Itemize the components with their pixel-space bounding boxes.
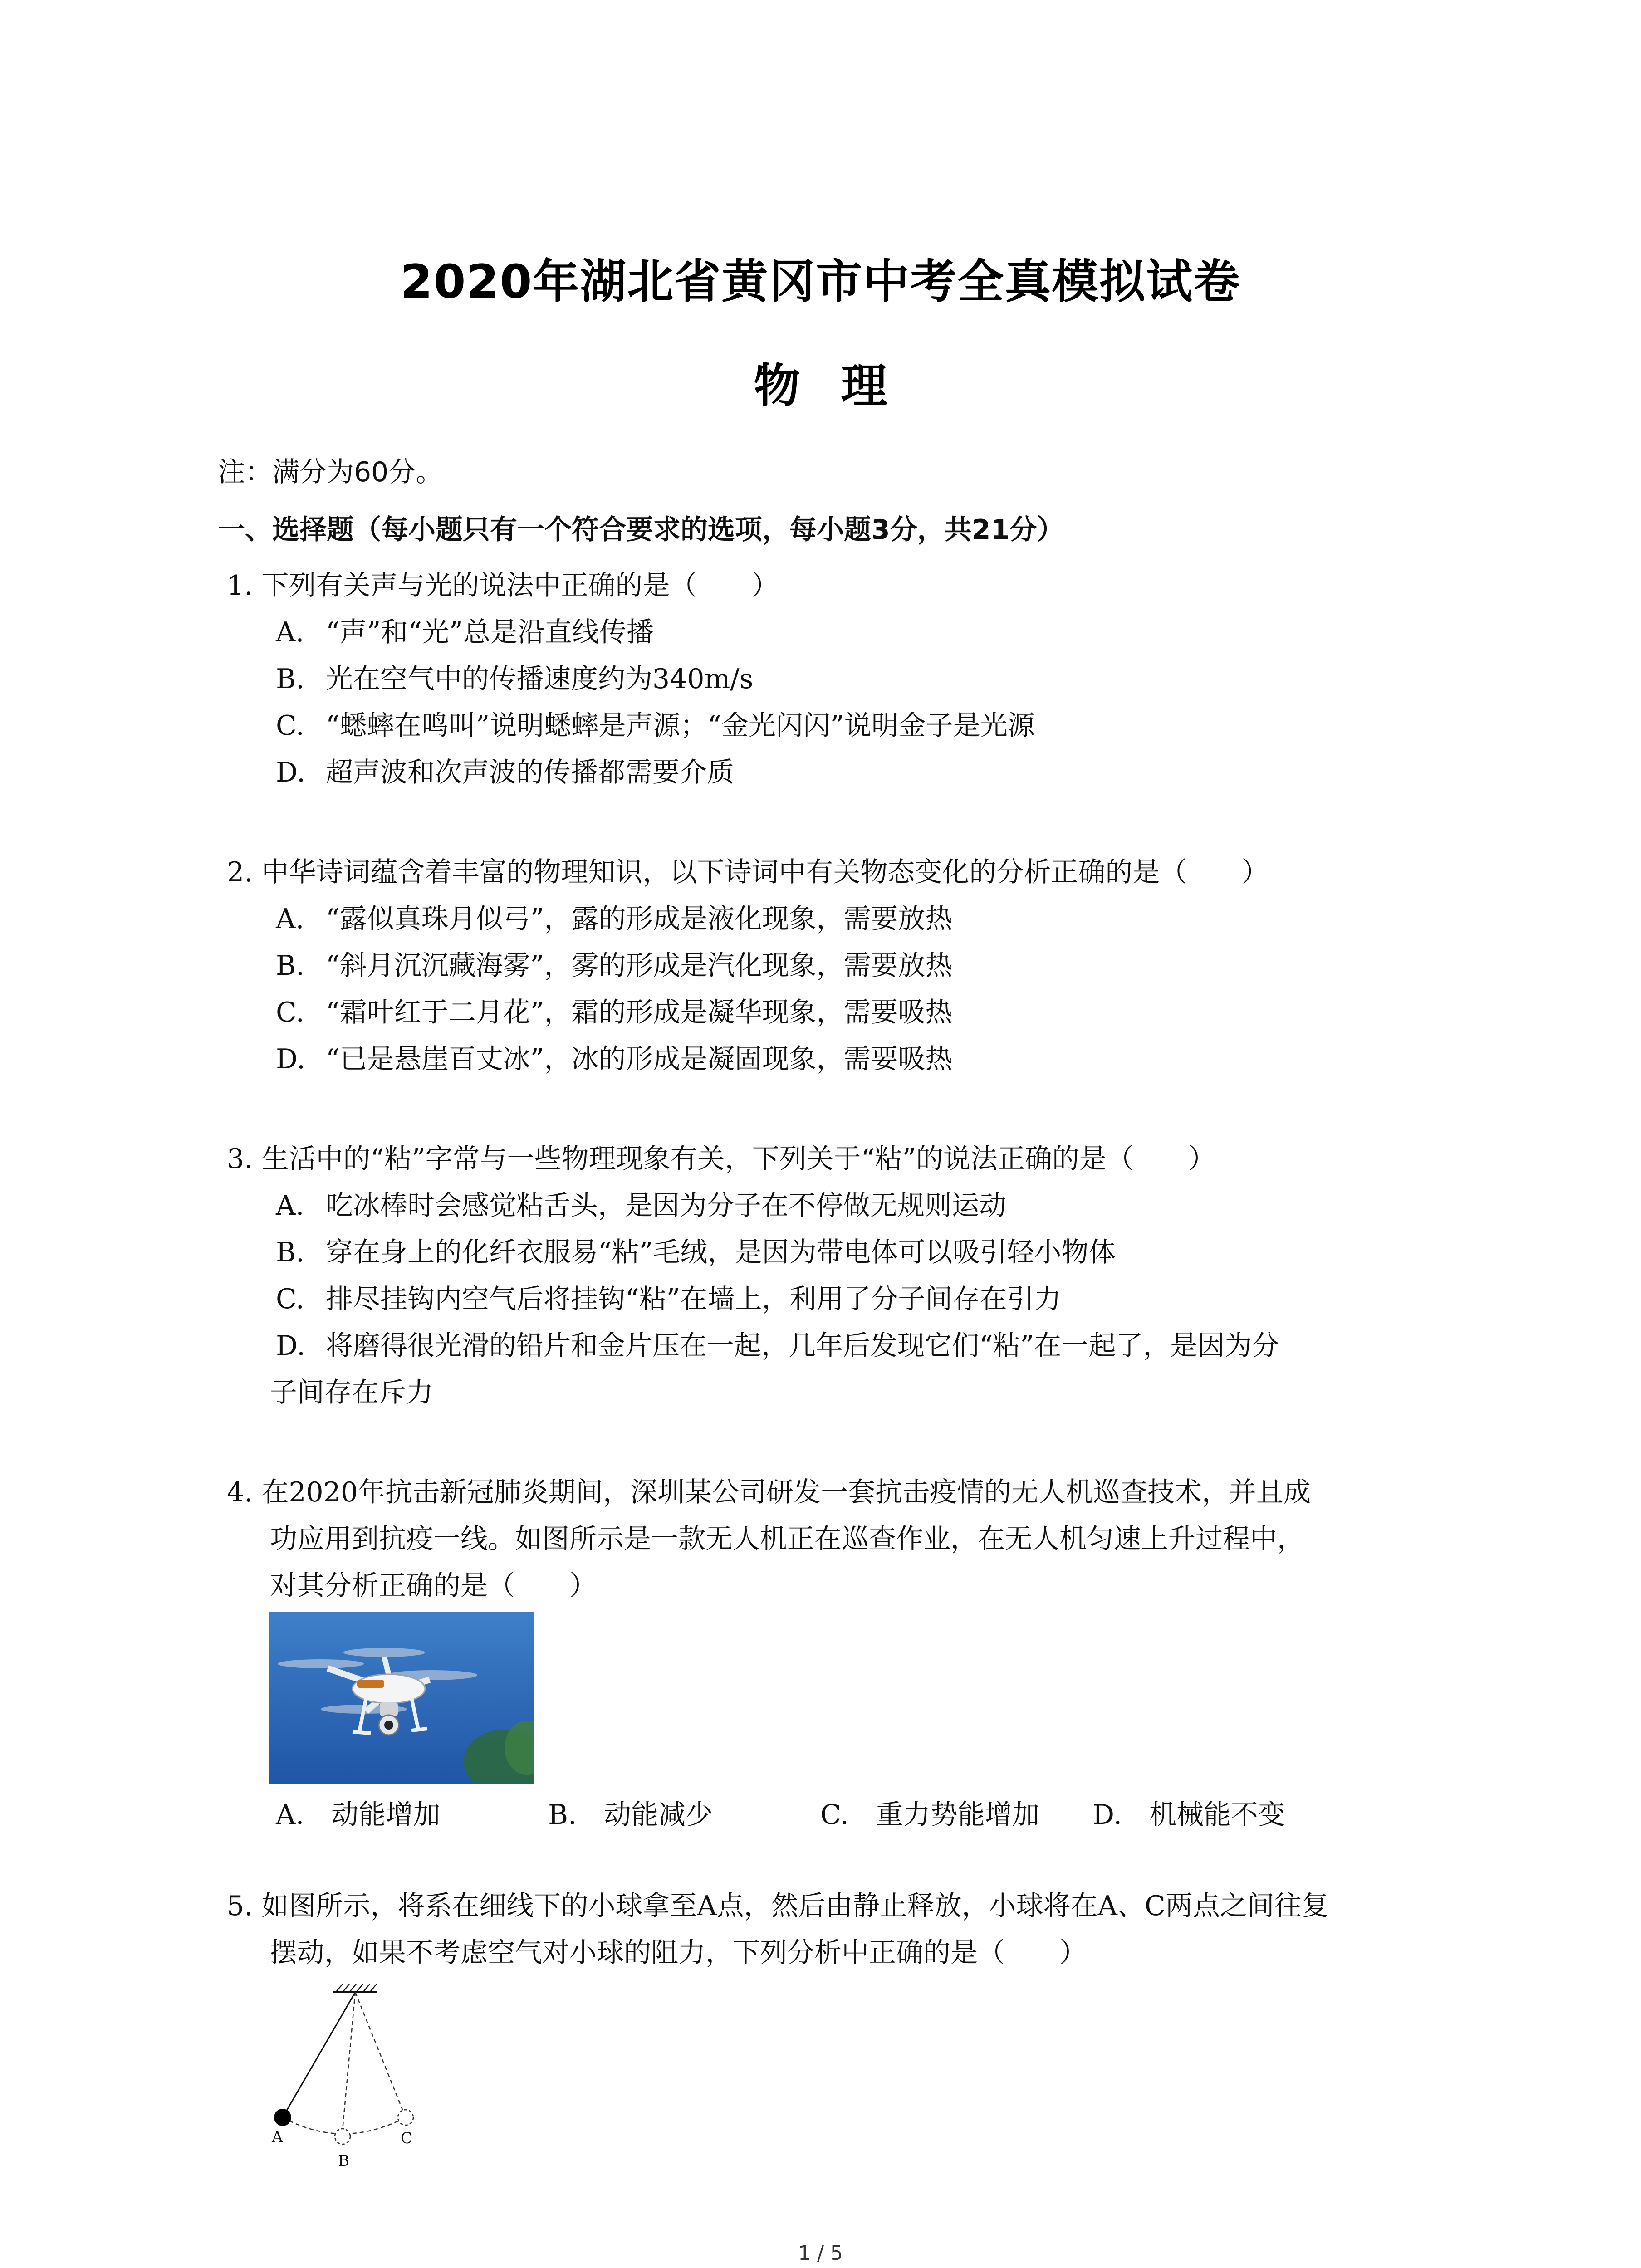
question-1-option-b: B. 光在空气中的传播速度约为340m/s bbox=[276, 663, 754, 695]
question-2-option-c: C. “霜叶红于二月花”，霜的形成是凝华现象，需要吸热 bbox=[276, 997, 953, 1028]
question-4-stem-line3: 对其分析正确的是（ ） bbox=[270, 1570, 597, 1602]
subject-title: 物理 bbox=[754, 359, 928, 413]
question-3-option-c: C. 排尽挂钩内空气后将挂钩“粘”在墙上，利用了分子间存在引力 bbox=[276, 1283, 1062, 1315]
question-3-option-b: B. 穿在身上的化纤衣服易“粘”毛绒，是因为带电体可以吸引轻小物体 bbox=[276, 1237, 1116, 1268]
score-note: 注：满分为60分。 bbox=[218, 456, 443, 488]
point-c-label: C bbox=[401, 2129, 413, 2147]
point-b-label: B bbox=[338, 2152, 349, 2170]
question-2-stem: 2. 中华诗词蕴含着丰富的物理知识，以下诗词中有关物态变化的分析正确的是（ ） bbox=[227, 856, 1269, 888]
question-5-stem-line2: 摆动，如果不考虑空气对小球的阻力，下列分析中正确的是（ ） bbox=[270, 1937, 1087, 1969]
section-heading: 一、选择题（每小题只有一个符合要求的选项，每小题3分，共21分） bbox=[218, 514, 1064, 546]
question-4-stem-line2: 功应用到抗疫一线。如图所示是一款无人机正在巡查作业，在无人机匀速上升过程中， bbox=[270, 1523, 1304, 1555]
question-4-stem-line1: 4. 在2020年抗击新冠肺炎期间，深圳某公司研发一套抗击疫情的无人机巡查技术，并且成 bbox=[227, 1476, 1311, 1508]
point-a-label: A bbox=[272, 2128, 283, 2146]
question-4-option-b: B. 动能减少 bbox=[548, 1799, 713, 1831]
exam-title: 2020年湖北省黄冈市中考全真模拟试卷 bbox=[400, 255, 1241, 309]
question-1-stem: 1. 下列有关声与光的说法中正确的是（ ） bbox=[227, 570, 779, 601]
question-3-option-d: D. 将磨得很光滑的铅片和金片压在一起，几年后发现它们“粘”在一起了，是因为分 bbox=[276, 1330, 1279, 1362]
question-3-stem: 3. 生活中的“粘”字常与一些物理现象有关，下列关于“粘”的说法正确的是（ ） bbox=[227, 1143, 1216, 1175]
question-5-stem-line1: 5. 如图所示，将系在细线下的小球拿至A点，然后由静止释放，小球将在A、C两点之间往复 bbox=[227, 1890, 1329, 1922]
question-1-option-d: D. 超声波和次声波的传播都需要介质 bbox=[276, 757, 734, 788]
question-4-option-a: A. 动能增加 bbox=[276, 1799, 441, 1831]
question-4-option-d: D. 机械能不变 bbox=[1092, 1799, 1286, 1831]
question-2-option-b: B. “斜月沉沉藏海雾”，雾的形成是汽化现象，需要放热 bbox=[276, 950, 953, 982]
page-number: 1 / 5 bbox=[798, 2242, 843, 2265]
question-2-option-a: A. “露似真珠月似弓”，露的形成是液化现象，需要放热 bbox=[276, 903, 953, 935]
question-3-option-d-continued: 子间存在斥力 bbox=[270, 1377, 433, 1408]
drone-photo bbox=[269, 1612, 534, 1784]
question-4-option-c: C. 重力势能增加 bbox=[820, 1799, 1039, 1831]
question-1-option-c: C. “蟋蟀在鸣叫”说明蟋蟀是声源；“金光闪闪”说明金子是光源 bbox=[276, 710, 1035, 742]
question-3-option-a: A. 吃冰棒时会感觉粘舌头，是因为分子在不停做无规则运动 bbox=[276, 1190, 1006, 1222]
question-1-option-a: A. “声”和“光”总是沿直线传播 bbox=[276, 616, 654, 648]
pendulum-diagram bbox=[265, 1982, 447, 2177]
question-2-option-d: D. “已是悬崖百丈冰”，冰的形成是凝固现象，需要吸热 bbox=[276, 1043, 953, 1075]
